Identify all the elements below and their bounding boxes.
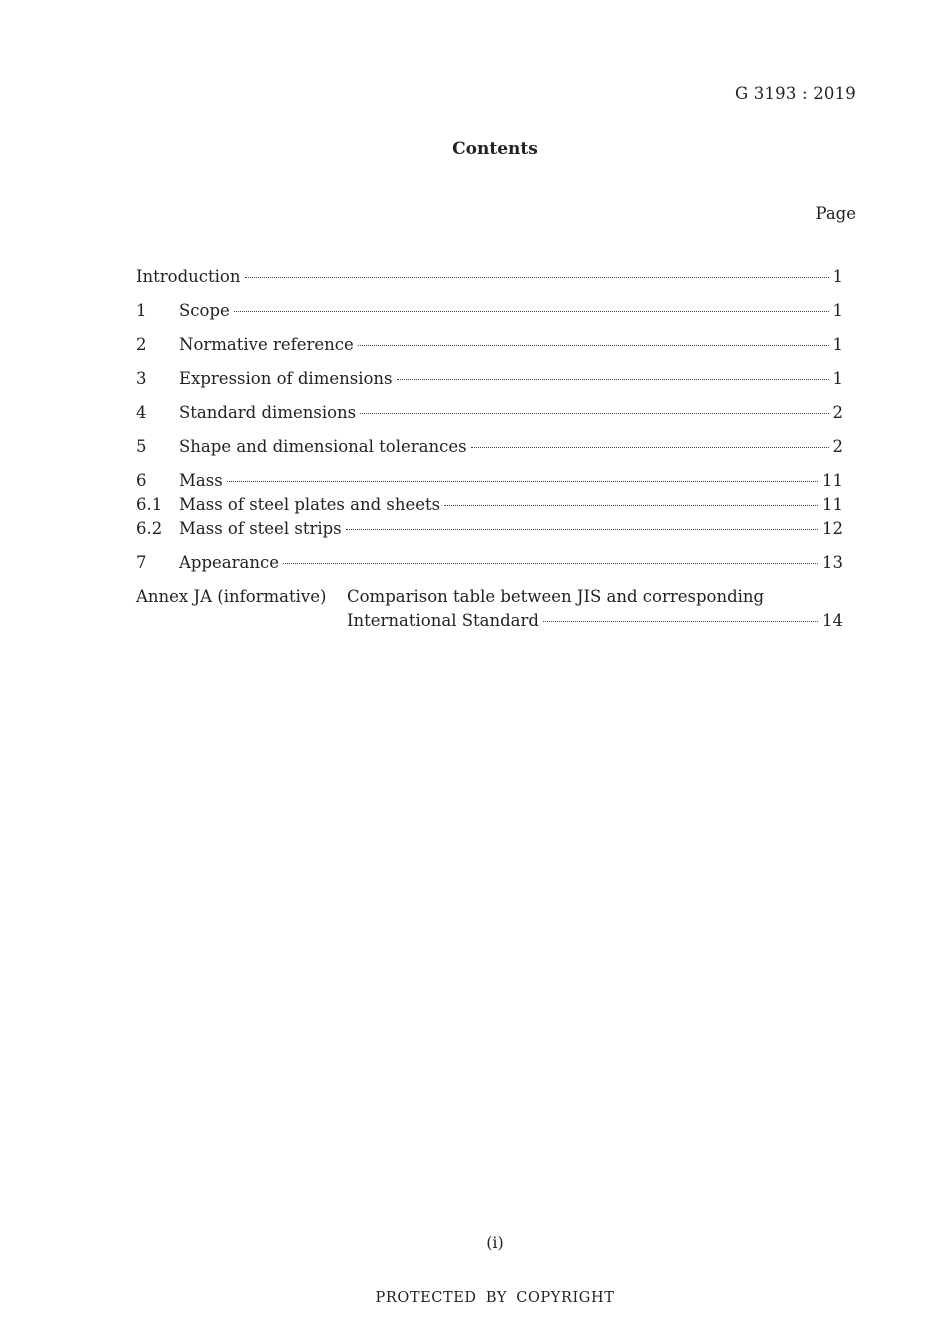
toc-entry-number: 6.2 xyxy=(136,519,163,538)
toc-entry-title: Mass of steel strips xyxy=(179,519,342,538)
toc-entry-mass[interactable] xyxy=(136,469,843,493)
toc-entry-title: Scope xyxy=(179,301,230,320)
toc-entry-page: 2 xyxy=(832,437,843,456)
toc-entry-title: Mass of steel plates and sheets xyxy=(179,495,441,514)
dot-leader xyxy=(444,505,818,506)
toc-entry-number: 6 xyxy=(136,471,147,490)
toc-entry-shape-and-dimensional-tolerances[interactable] xyxy=(136,435,843,459)
annex-title-line-2: International Standard xyxy=(347,611,539,630)
dot-leader xyxy=(360,413,828,414)
toc-entry-page: 14 xyxy=(822,611,843,630)
dot-leader xyxy=(245,277,829,278)
toc-entry-title: Expression of dimensions xyxy=(179,369,393,388)
dot-leader xyxy=(471,447,829,448)
toc-entry-title: Standard dimensions xyxy=(179,403,357,422)
toc-entry-title: Mass xyxy=(179,471,223,490)
toc-entry-mass-of-steel-strips[interactable] xyxy=(136,517,843,541)
dot-leader xyxy=(397,379,829,380)
toc-entry-expression-of-dimensions[interactable] xyxy=(136,367,843,391)
annex-title-line-2-row xyxy=(347,609,843,633)
toc-entry-page: 1 xyxy=(832,369,843,388)
toc-entry-page: 13 xyxy=(822,553,843,572)
table-of-contents xyxy=(136,265,843,633)
toc-entry-page: 1 xyxy=(832,335,843,354)
toc-entry-scope[interactable] xyxy=(136,299,843,323)
toc-entry-number: 6.1 xyxy=(136,495,163,514)
annex-title-block xyxy=(347,585,843,633)
page-column-label: Page xyxy=(815,204,856,223)
dot-leader xyxy=(346,529,818,530)
toc-entry-page: 11 xyxy=(822,495,843,514)
toc-entry-number: 7 xyxy=(136,553,147,572)
dot-leader xyxy=(227,481,818,482)
toc-entry-page: 1 xyxy=(832,267,843,286)
dot-leader xyxy=(234,311,829,312)
toc-entry-title: Normative reference xyxy=(179,335,354,354)
toc-entry-title: Appearance xyxy=(179,553,279,572)
toc-entry-number: 2 xyxy=(136,335,147,354)
document-id: G 3193 : 2019 xyxy=(734,84,856,103)
copyright-notice: PROTECTED BY COPYRIGHT xyxy=(375,1290,615,1306)
contents-title: Contents xyxy=(452,139,538,159)
page-number: (i) xyxy=(486,1233,504,1252)
toc-entry-page: 11 xyxy=(822,471,843,490)
toc-entry-number: 5 xyxy=(136,437,147,456)
toc-entry-number: 3 xyxy=(136,369,147,388)
toc-entry-page: 12 xyxy=(822,519,843,538)
toc-entry-standard-dimensions[interactable] xyxy=(136,401,843,425)
annex-title-line-1: Comparison table between JIS and corresponding xyxy=(347,587,765,606)
toc-entry-title: Introduction xyxy=(136,267,241,286)
toc-entry-number: 4 xyxy=(136,403,147,422)
toc-entry-introduction[interactable] xyxy=(136,265,843,289)
toc-entry-mass-of-steel-plates-and-sheets[interactable] xyxy=(136,493,843,517)
toc-entry-page: 2 xyxy=(832,403,843,422)
dot-leader xyxy=(358,345,829,346)
toc-entry-normative-reference[interactable] xyxy=(136,333,843,357)
toc-entry-number: 1 xyxy=(136,301,147,320)
dot-leader xyxy=(543,621,818,622)
annex-label: Annex JA (informative) xyxy=(136,587,327,606)
toc-entry-appearance[interactable] xyxy=(136,551,843,575)
toc-entry-title: Shape and dimensional tolerances xyxy=(179,437,467,456)
toc-entry-annex-ja[interactable] xyxy=(136,585,843,633)
toc-entry-page: 1 xyxy=(832,301,843,320)
dot-leader xyxy=(283,563,818,564)
